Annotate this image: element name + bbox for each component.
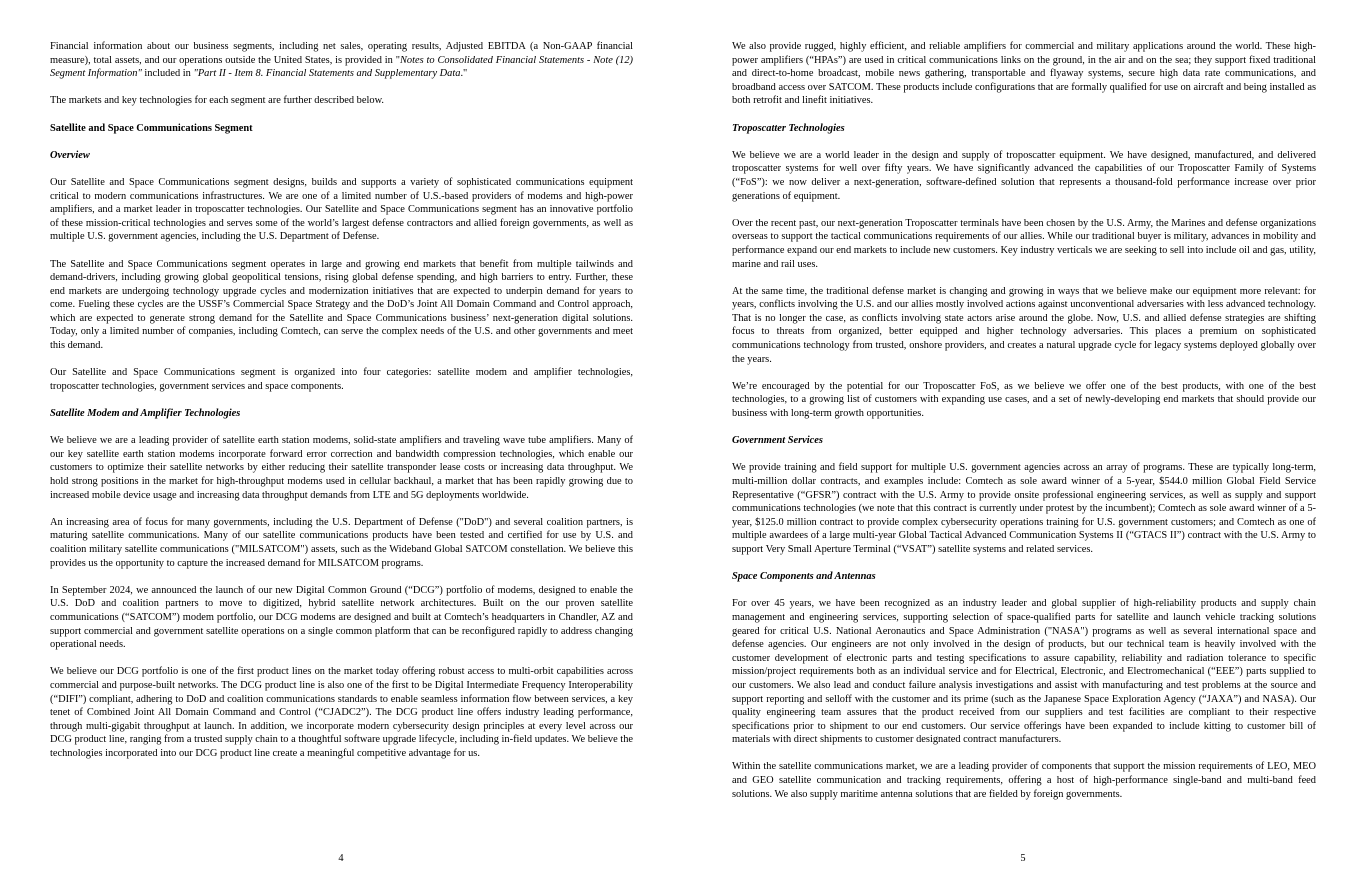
troposcatter-heading: Troposcatter Technologies — [732, 122, 845, 134]
troposcatter-paragraph-3: At the same time, the traditional defense market is changing and growing in ways that we believe make our equipment more relevant: for years, conflicts involving the U.S. and our allies mostly involved actions against unconventional adversaries with less advanced technology. That is no longer the case, as conflicts involving state actors arise around the globe. Now, U.S. and allied defense strategies are shifting focus to threats from organized, better equipped and higher technology adversaries. This places a premium on sophisticated communications technology from trusted, onshore providers, and creates a natural upgrade cycle for legacy systems deployed globally over the years. — [732, 285, 1316, 365]
modem-paragraph-2: An increasing area of focus for many governments, including the U.S. Department of Defense ("DoD") and several coalition partners, is maturing satellite communications. Many of our satellite communications products have been tested and certified for use by U.S. and coalition military satellite communications ("MILSATCOM") assets, such as the Wideband Global SATCOM constellation. We believe this provides us the opportunity to capture the increased demand for MILSATCOM programs. — [50, 516, 633, 569]
intro-text-1: Financial information about our business segments, including net sales, operating results, Adjusted EBITDA (a Non-GAAP financial measure), total assets, and our operations outside the United States, is provided in " — [50, 41, 633, 66]
left-page — [50, 40, 633, 774]
modem-paragraph-4: We believe our DCG portfolio is one of the first product lines on the market today offering robust access to multi-orbit capabilities across commercial and purpose-built networks. The DCG product line is also one of the first to be Digital Intermediate Frequency Interoperability (“DIFI”) compliant, adhering to DoD and coalition communications standards to enable seamless information flow between services, a key tenet of Combined Joint All Domain Command and Control (“CJADC2”). The DCG product line offers industry leading performance, through multi-gigabit throughput at launch. In addition, we incorporate modern cybersecurity design principles at every level across our DCG product line, ranging from a trusted supply chain to a thoughtful software upgrade lifecycle, including in-field updates. We believe the technologies incorporated into our DCG product line create a meaningful competitive advantage for us. — [50, 666, 633, 759]
space-components-paragraph-2: Within the satellite communications market, we are a leading provider of components that support the mission requirements of LEO, MEO and GEO satellite communication and tracking requirements, offering a host of high-performance single-band and multi-band feed solutions. We also supply maritime antenna solutions that are fielded by foreign governments. — [732, 761, 1316, 800]
government-services-paragraph: We provide training and field support for multiple U.S. government agencies across an array of programs. These are typically long-term, multi-million dollar contracts, and examples include: Comtech as sole award winner of a 5-year, $544.0 million Global Field Service Representative (“GFSR”) contract with the U.S. Army to provide onsite professional engineering services, as well as supply and support communications technologies (we note that this contract is currently under protest by the incumbent); Comtech as sole award winner of a 5-year, $125.0 million contract to provide complex cybersecurity operations training for U.S. government customers; and Comtech as one of multiple awardees of a large multi-year Global Tactical Advanced Communication Systems II (“GTACS II”) contract with the U.S. Army to support Very Small Aperture Terminal (“VSAT”) satellite systems and related services. — [732, 462, 1316, 555]
intro-paragraph — [50, 40, 633, 81]
right-page — [732, 40, 1316, 815]
overview-paragraph-2: The Satellite and Space Communications segment operates in large and growing end markets that benefit from multiple tailwinds and demand-drivers, including growing global geopolitical tensions, rising global defense spending, and high barriers to entry. Further, these end markets are undergoing technology upgrade cycles and modernization initiatives that are expected to underpin demand for years to come. Fueling these cycles are the USSF’s Commercial Space Strategy and the DoD’s Joint All Domain Command and Control approach, which are expected to generate strong demand for the Satellite and Space Communications business’ next-generation digital solutions. Today, only a limited number of companies, including Comtech, can serve the complex needs of the U.S. and other governments and meet this demand. — [50, 258, 633, 352]
government-services-heading: Government Services — [732, 435, 823, 447]
troposcatter-paragraph-4: We’re encouraged by the potential for our Troposcatter FoS, as we believe we offer one of the best products, with one of the best technologies, to a growing list of customers with expanding use cases, and a set of newly-developing end markets that should provide our business with long-term growth opportunities. — [732, 380, 1316, 420]
modem-paragraph-1: We believe we are a leading provider of satellite earth station modems, solid-state amplifiers and traveling wave tube amplifiers. Many of our key satellite earth station modems incorporate forward error correction and bandwidth compression technologies, which enable our customers to optimize their satellite networks by either reducing their satellite transponder lease costs or increasing data throughput. We hold strong positions in the market for high-throughput modems used in cellular backhaul, a market that has been rapidly growing due to increased mobile device usage and increasing data throughput demands from LTE and 5G deployments worldwide. — [50, 435, 633, 501]
overview-paragraph-3: Our Satellite and Space Communications segment is organized into four categories: satellite modem and amplifier technologies, troposcatter technologies, government services and space components. — [50, 367, 633, 392]
troposcatter-paragraph-1: We believe we are a world leader in the design and supply of troposcatter equipment. We have designed, manufactured, and delivered troposcatter systems for well over fifty years. We have significantly advanced the capabilities of our Troposcatter Family of Systems (“FoS”): we now deliver a next-generation, software-defined solution that represents a thousand-fold performance increase over prior generations of equipment. — [732, 149, 1316, 202]
intro-text-3: ." — [460, 68, 468, 80]
overview-paragraph-1: Our Satellite and Space Communications segment designs, builds and supports a variety of sophisticated communications equipment critical to modern communications infrastructures. We are one of a limited number of U.S.-based providers of modems and high-power amplifiers, and a market leader in troposcatter technologies. Our Satellite and Space Communications segment has an innovative portfolio of these mission-critical technologies and serves some of the world’s largest defense contractors and allied foreign governments, as well as multiple U.S. government agencies, including the U.S. Department of Defense. — [50, 176, 633, 243]
modem-paragraph-3: In September 2024, we announced the launch of our new Digital Common Ground (“DCG”) portfolio of modems, designed to enable the U.S. DoD and coalition partners to move to digitized, hybrid satellite network architectures. Built on the our proven satellite communications (“SATCOM”) modem portfolio, our DCG modems are designed and built at Comtech’s headquarters in Chandler, AZ and support commercial and government satellite operations on a single common platform that can be reconfigured rapidly to address changing operational needs. — [50, 584, 633, 651]
page-number-right: 5 — [1020, 853, 1026, 864]
amplifier-paragraph: We also provide rugged, highly efficient, and reliable amplifiers for commercial and military applications around the world. These high-power amplifiers (“HPAs”) are used in critical communications links on the ground, in the air and on the sea; they support fixed traditional and direct-to-home broadcast, mobile news gathering, transportable and flyaway systems, secure high data rate communications, and broadband access over SATCOM. These products include configurations that are formally qualified for use on aircraft and being installed as both retrofit and linefit initiatives. — [732, 41, 1316, 107]
space-components-paragraph-1: For over 45 years, we have been recognized as an industry leader and global supplier of high-reliability products and supply chain management and engineering services, supporting selection of space-qualified parts for satellite and launch vehicle tracking solutions geared for critical U.S. National Aeronautics and Space Administration ("NASA") programs as well as several international space and defense agencies. Our engineers are not only involved in the design of products, but our technical team is heavily involved with the customer development of electronic parts and testing specifications to assure capability, reliability and radiation tolerance to specific mission/project requirements both as an individual service and for Electrical, Electronic, and Electromechanical (“EEE”) parts supplied to our customers. We also lead and conduct failure analysis investigations and assist with manufacturing and test problems at the source and support reporting and selloff with the customer and its prime (such as the Japanese Space Exploration Agency (“JAXA”) and NASA). Our quality engineering team assures that the product received from our suppliers and test facilities are compliant to their respective specifications prior to shipment to our end customers. Our service offerings have been expanded to include kitting to customer bill of materials with direct shipments to customer designated contract manufacturers. — [732, 598, 1316, 746]
segment-heading: Satellite and Space Communications Segment — [50, 122, 253, 134]
page-number-left: 4 — [338, 853, 344, 864]
overview-heading: Overview — [50, 149, 90, 161]
modem-heading: Satellite Modem and Amplifier Technologies — [50, 408, 241, 420]
space-components-heading: Space Components and Antennas — [732, 571, 876, 583]
troposcatter-paragraph-2: Over the recent past, our next-generation Troposcatter terminals have been chosen by the U.S. Army, the Marines and defense organizations overseas to support the tactical communications requirements of our allies. While our traditional buyer is military, advances in mobility and performance expand our end markets to include new customers. Key industry verticals we are seeking to sell into include oil and gas, utility, marine and rail uses. — [732, 217, 1316, 270]
intro-italic-1: Notes to Consolidated Financial Statements - Note (12) Segment Information" — [50, 54, 634, 80]
intro-italic-2: "Part II - Item 8. Financial Statements and Supplementary Data — [193, 68, 461, 80]
markets-paragraph: The markets and key technologies for each segment are further described below. — [50, 95, 384, 107]
intro-text-2: included in — [141, 68, 194, 80]
